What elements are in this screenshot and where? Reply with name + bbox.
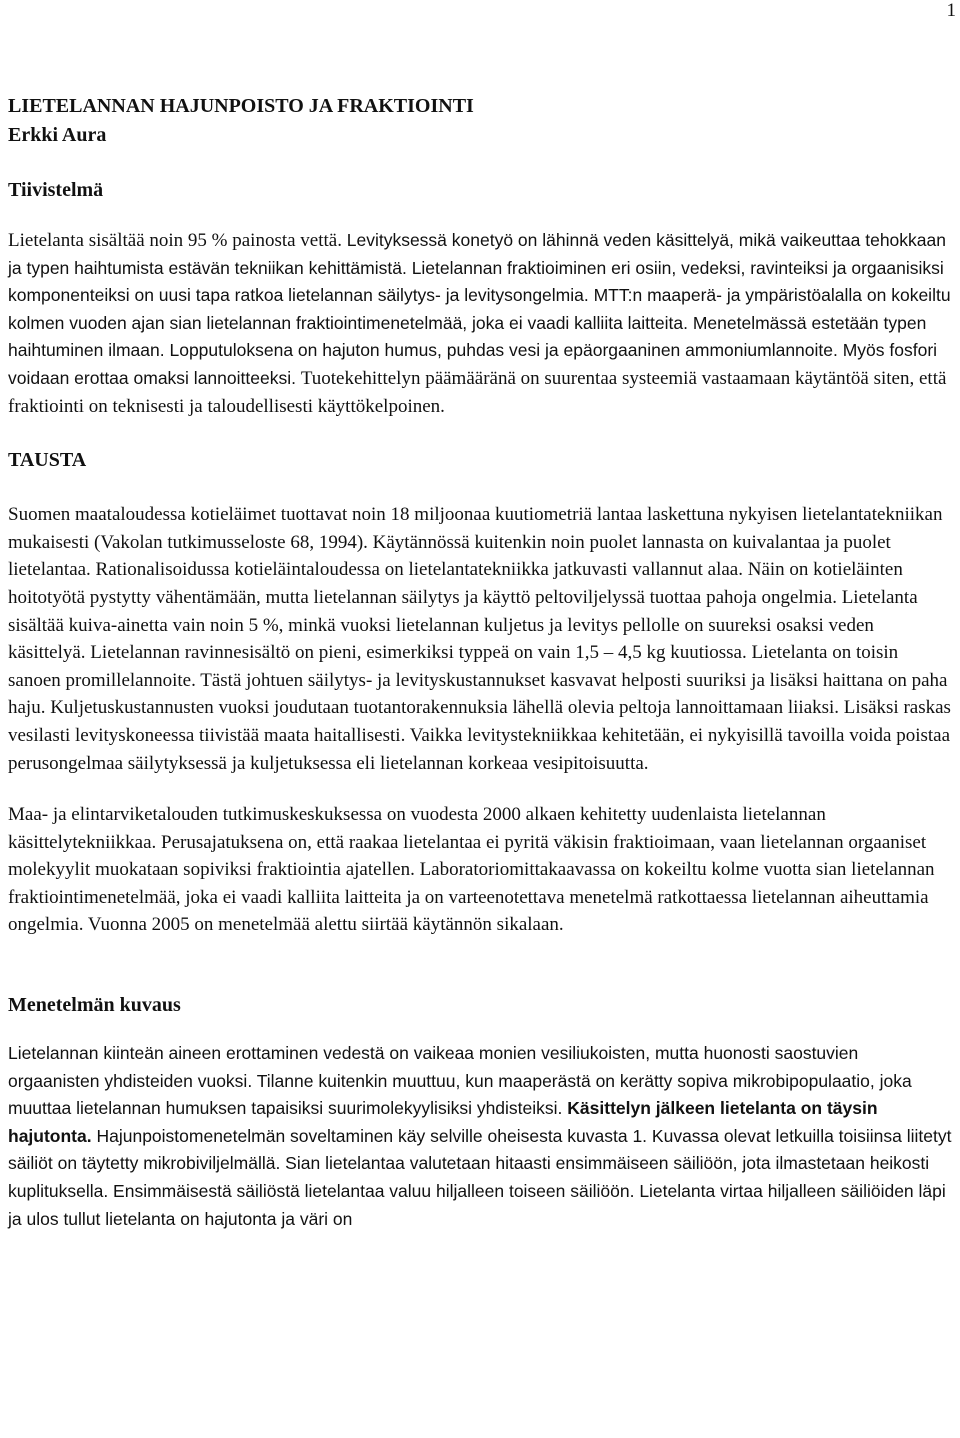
method-segment: Hajunpoistomenetelmän soveltaminen käy selville oheisesta kuvasta 1. Kuvassa olevat letkuilla toisiinsa liitetyt säiliöt on täytetty mikrobiviljelmällä. Sian lietelantaa valutetaan hitaasti ensimmäiseen säiliöön, jota ilmastetaan heikosti kuplituksella. Ensimmäisestä säiliöstä lietelantaa valuu hiljalleen toiseen säiliöön. Lietelanta virtaa hiljalleen säiliöiden läpi ja ulos tullut lietelanta on hajutonta ja väri on	[8, 1125, 952, 1229]
document-title: LIETELANNAN HAJUNPOISTO JA FRAKTIOINTI	[8, 95, 474, 117]
abstract-heading: Tiivistelmä	[8, 179, 104, 201]
abstract-paragraph	[8, 227, 952, 420]
abstract-segment: Levityksessä konetyö on lähinnä veden käsittelyä, mikä vaikeuttaa tehokkaan ja typen haihtumista estävän tekniikan kehittämistä. Lietelannan fraktioiminen eri osiin, vedeksi, ravinteiksi ja orgaanisiksi komponenteiksi on uusi tapa ratkoa lietelannan säilytys- ja levitysongelmia.	[8, 230, 946, 306]
background-paragraph-1: Suomen maataloudessa kotieläimet tuottavat noin 18 miljoonaa kuutiometriä lantaa laskettuna nykyisen lietelantatekniikan mukaisesti (Vakolan tutkimusseloste 68, 1994). Käytännössä kuitenkin noin puolet lannasta on kuivalantaa ja puolet lietelantaa. Rationalisoidussa kotieläintaloudessa on lietelantatekniikka jatkuvasti vallannut alaa. Näin on kotieläinten hoitotyötä pystytty vähentämään, mutta lietelannan säilytys ja käyttö peltoviljelyssä tuottaa pahoja ongelmia. Lietelanta sisältää kuiva-ainetta vain noin 5 %, minkä vuoksi lietelannan kuljetus ja levitys pellolle on suureksi osaksi veden käsittelyä. Lietelannan ravinnesisältö on pieni, esimerkiksi typpeä on vain 1,5 – 4,5 kg kuutiossa. Lietelanta on toisin sanoen promillelannoite. Tästä johtuen säilytys- ja levityskustannukset kasvavat helposti suuriksi ja lisäksi haittana on paha haju. Kuljetuskustannusten vuoksi joudutaan tuotantorakennuksia lähellä olevia peltoja lannoittamaan liiaksi. Lisäksi raskas vesilasti levityskoneessa tiivistää maata haitallisesti. Vaikka levitystekniikkaa kehitetään, ei nykyisillä tavoilla voida poistaa perusongelmaa säilytyksessä ja kuljetuksessa eli lietelannan korkeaa vesipitoisuutta.	[8, 504, 951, 774]
method-segment-emphasis: Käsittelyn jälkeen lietelanta on täysin hajutonta.	[8, 1098, 878, 1146]
method-heading: Menetelmän kuvaus	[8, 994, 181, 1017]
background-paragraph-2: Maa- ja elintarviketalouden tutkimuskeskuksessa on vuodesta 2000 alkaen kehitetty uudenlaista lietelannan käsittelytekniikkaa. Perusajatuksena on, että raakaa lietelantaa ei pyritä väkisin fraktioimaan, vaan lietelannan orgaaniset molekyylit muokataan sopiviksi fraktiointia ajatellen. Laboratoriomittakaavassa on kokeiltu kolme vuotta sian lietelannan fraktiointimenetelmää, joka ei vaadi kalliita laitteita ja on varteenotettava menetelmä ratkottaessa lietelannan aiheuttamia ongelmia. Vuonna 2005 on menetelmää alettu siirtää käytännön sikalaan.	[8, 804, 935, 936]
abstract-segment: MTT:n maaperä- ja ympäristöalalla on kokeiltu kolmen vuoden ajan sian lietelannan fraktiointimenetelmää, joka ei vaadi kalliita laitteita. Menetelmässä estetään typen haihtuminen ilmaan. Lopputuloksena on hajuton humus, puhdas vesi ja epäorgaaninen ammoniumlannoite. Myös fosfori voidaan erottaa omaksi lannoitteeksi.	[8, 285, 951, 388]
abstract-segment: Tuotekehittelyn päämääränä on suurentaa systeemiä vastaamaan käytäntöä siten, että fraktiointi on teknisesti ja taloudellisesti käyttökelpoinen.	[8, 367, 947, 417]
page-number: 1	[946, 0, 956, 21]
method-paragraph	[8, 1040, 952, 1233]
document-author: Erkki Aura	[8, 124, 107, 146]
background-heading: TAUSTA	[8, 449, 87, 472]
method-segment: Lietelannan kiinteän aineen erottaminen vedestä on vaikeaa monien vesiliukoisten, mutta huonosti saostuvien orgaanisten yhdisteiden vuoksi. Tilanne kuitenkin muuttuu, kun maaperästä on kerätty sopiva mikrobipopulaatio, joka muuttaa lietelannan humuksen tapaisiksi suurimolekyylisiksi yhdisteiksi.	[8, 1043, 912, 1119]
title-block	[8, 92, 952, 150]
document-body	[8, 92, 952, 1233]
abstract-segment: Lietelanta sisältää noin 95 % painosta vettä.	[8, 230, 347, 251]
